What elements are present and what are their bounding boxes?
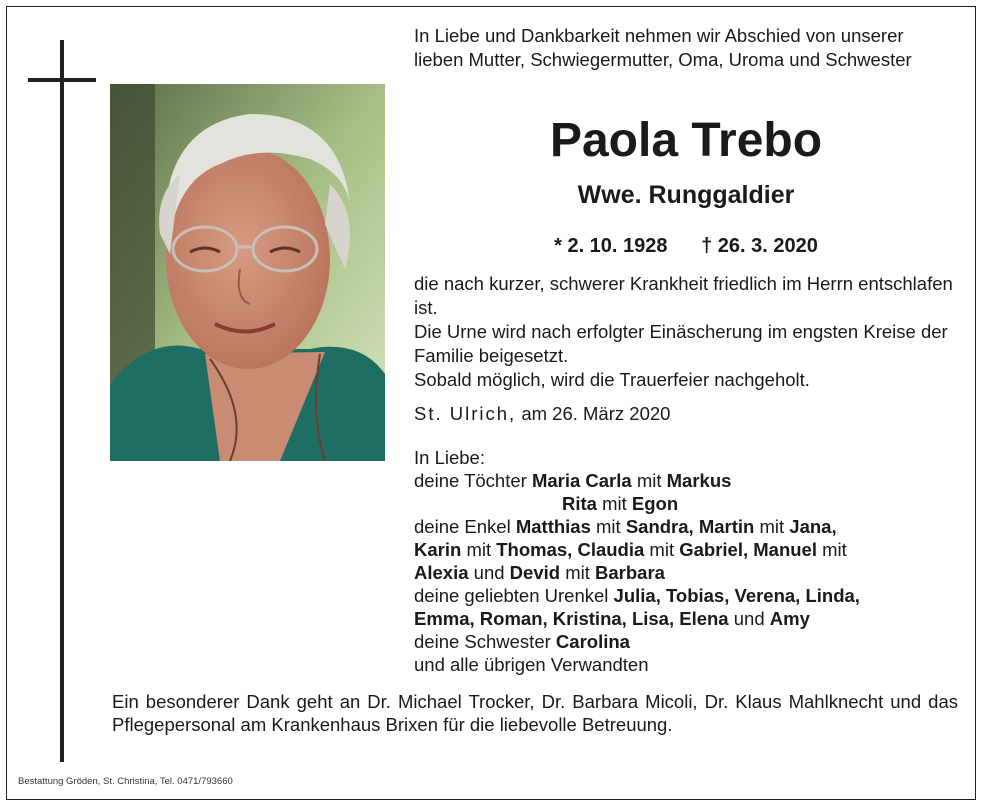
announcement-line-3: Sobald möglich, wird die Trauerfeier nachgeholt. xyxy=(414,369,810,390)
death-date: † 26. 3. 2020 xyxy=(701,235,818,257)
cross-vertical-bar xyxy=(60,40,64,762)
great-grandchildren-line-1: deine geliebten Urenkel Julia, Tobias, Verena, Linda, xyxy=(414,585,860,606)
widow-name: Wwe. Runggaldier xyxy=(577,181,795,209)
daughters-line-2: Rita mit Egon xyxy=(562,493,679,514)
portrait-illustration xyxy=(110,84,385,461)
grandchildren-line-1: deine Enkel Matthias mit Sandra, Martin mit Jana, xyxy=(414,516,837,537)
relatives-line: und alle übrigen Verwandten xyxy=(414,654,649,675)
portrait-photo xyxy=(110,84,385,461)
grandchildren-line-2: Karin mit Thomas, Claudia mit Gabriel, Manuel mit xyxy=(414,539,847,560)
funeral-home-footer: Bestattung Gröden, St. Christina, Tel. 0471/793660 xyxy=(18,776,233,787)
deceased-name: Paola Trebo xyxy=(549,114,823,167)
great-grandchildren-line-2: Emma, Roman, Kristina, Lisa, Elena und Amy xyxy=(414,608,810,629)
announcement-line-2: Die Urne wird nach erfolgter Einäscherung im engsten Kreise der Familie beigesetzt. xyxy=(414,321,948,366)
birth-date: * 2. 10. 1928 xyxy=(554,235,668,257)
thanks-text: Ein besonderer Dank geht an Dr. Michael Trocker, Dr. Barbara Micoli, Dr. Klaus Mahlknecht und das Pflegepersonal am Krankenhaus Brixen für die liebevolle Betreuung. xyxy=(112,691,958,735)
family-heading: In Liebe: xyxy=(414,447,485,468)
life-dates xyxy=(414,232,958,260)
family-list xyxy=(414,446,958,676)
date: am 26. März 2020 xyxy=(521,403,671,424)
intro-text: In Liebe und Dankbarkeit nehmen wir Abschied von unserer lieben Mutter, Schwiegermutter, Oma, Uroma und Schwester xyxy=(414,25,912,70)
cross-horizontal-bar xyxy=(28,78,96,82)
place-date xyxy=(414,402,958,426)
grandchildren-line-3: Alexia und Devid mit Barbara xyxy=(414,562,665,583)
place: St. Ulrich, xyxy=(414,403,517,424)
sister-line: deine Schwester Carolina xyxy=(414,631,630,652)
daughters-line-1: deine Töchter Maria Carla mit Markus xyxy=(414,470,732,491)
announcement-text xyxy=(414,272,958,392)
announcement-line-1: die nach kurzer, schwerer Krankheit friedlich im Herrn entschlafen ist. xyxy=(414,273,953,318)
